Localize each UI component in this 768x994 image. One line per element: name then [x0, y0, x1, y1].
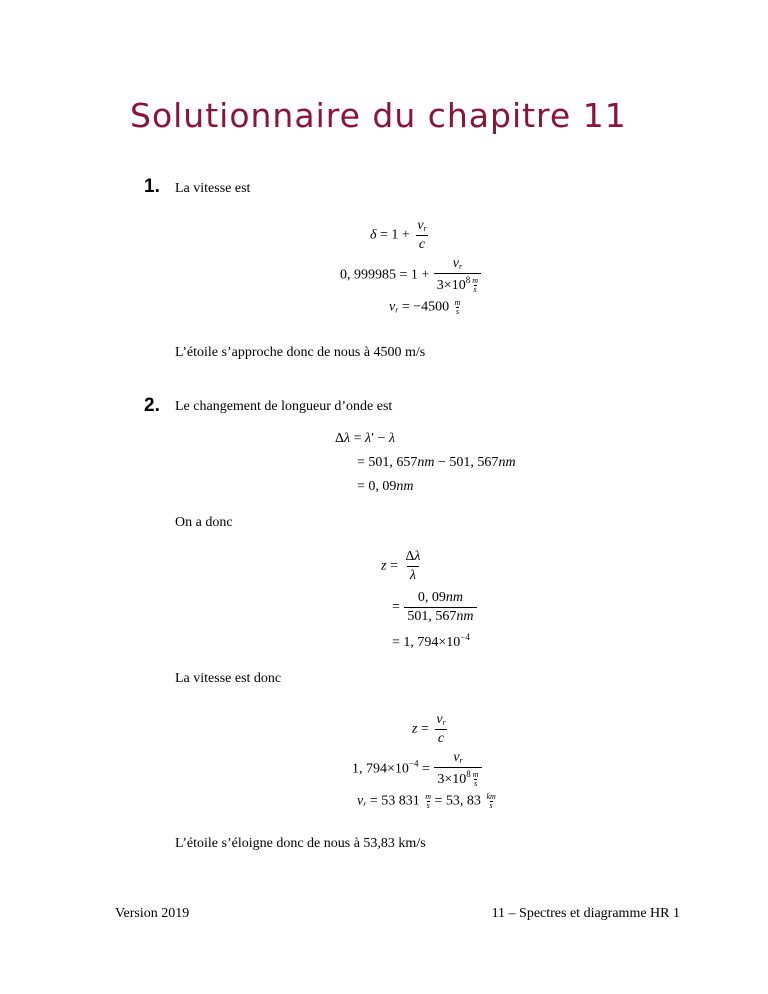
- q2-equation-7: z = $\frac{v_r}{c}$: [412, 712, 446, 746]
- q1-equation-2: 0, 999985 = 1 + $v_r$ $3\times 10^8$ $\frac{m}{s}$: [340, 256, 482, 294]
- q2-equation-1: Δλ = λ′ − λ: [335, 431, 396, 446]
- q2-equation-8: 1, $794\times 10^{-4}$ = $v_r$ $3\times 10^8$ $\frac{m}{s}$: [352, 750, 483, 788]
- question-number-1: 1.: [144, 176, 160, 197]
- q2-equation-9: $v_r = 53$ 831 $\frac{m}{s}$ = 53, 83 $\frac{km}{s}$: [357, 792, 496, 810]
- question-number-2: 2.: [144, 395, 160, 416]
- q2-conclusion: L’étoile s’éloigne donc de nous à 53,83 km/s: [175, 836, 426, 851]
- q1-equation-3: $v_r = -4500$ $\frac{m}{s}$: [389, 298, 461, 316]
- q2-intro-2: La vitesse est donc: [175, 671, 282, 686]
- footer-version: Version 2019: [115, 906, 190, 921]
- footer-chapter: 11 – Spectres et diagramme HR 1: [491, 906, 680, 921]
- q2-equation-6: = 1, $794\times 10^{-4}$: [392, 632, 470, 650]
- page-title: Solutionnaire du chapitre 11: [130, 96, 627, 135]
- q2-intro: Le changement de longueur d’onde est: [175, 399, 393, 414]
- q2-equation-5: = $\frac{0, 09nm}{501, 567nm}$: [392, 590, 478, 625]
- q2-mid: On a donc: [175, 515, 233, 530]
- q1-conclusion: L’étoile s’approche donc de nous à 4500 m/s: [175, 345, 426, 360]
- q1-equation-1: δ = 1 + $\frac{v_r}{c}$: [370, 218, 427, 252]
- q2-equation-3: = 0, 09nm: [357, 479, 414, 494]
- q2-equation-4: z = $\frac{\Delta\lambda}{\lambda}$: [381, 549, 421, 583]
- q1-intro: La vitesse est: [175, 181, 251, 196]
- q2-equation-2: = 501, 657nm − 501, 567nm: [357, 455, 516, 470]
